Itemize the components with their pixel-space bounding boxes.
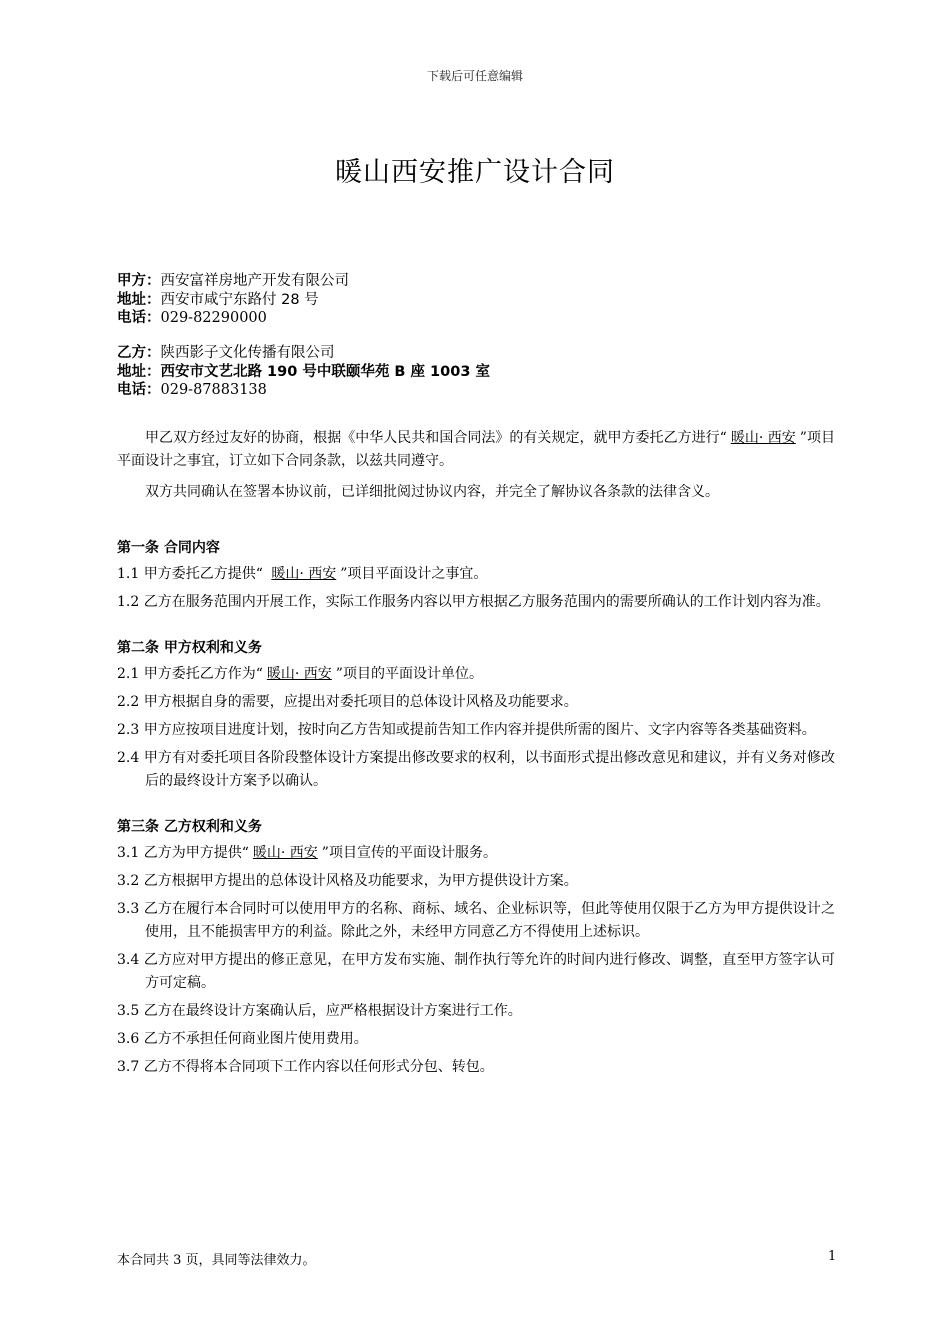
clause-text: 乙方不承担任何商业图片使用费用。 [143, 1031, 368, 1047]
clause-text: 乙方应对甲方提出的修正意见，在甲方发布实施、制作执行等允许的时间内进行修改、调整，直至甲方签字认可方可定稿。 [143, 952, 835, 991]
party-a-address-row [117, 291, 349, 310]
party-b-address: 西安市文艺北路 190 号中联颐华苑 B 座 1003 室 [160, 363, 490, 380]
party-b-block [117, 344, 490, 400]
clause-text-before: 甲方委托乙方提供“ [143, 566, 268, 582]
clause-item [117, 591, 835, 614]
clause-number: 3.4 [117, 952, 140, 968]
clause-item [117, 898, 835, 944]
party-b-name-row [117, 344, 490, 363]
clause-number: 3.1 [117, 845, 140, 861]
project-name: 暖山· 西安 [730, 430, 796, 446]
party-b-phone-row [117, 381, 490, 400]
clause-text-after: ”项目宣传的平面设计服务。 [321, 845, 497, 861]
page-number: 1 [828, 1249, 837, 1264]
clause-text-after: ”项目的平面设计单位。 [335, 666, 483, 682]
clause-number: 2.1 [117, 666, 140, 682]
clause-item [117, 563, 835, 586]
party-b-address-label: 地址： [117, 363, 161, 380]
clause-item [117, 842, 835, 865]
clause-number: 2.2 [117, 694, 140, 710]
party-a-name: 西安富祥房地产开发有限公司 [160, 273, 349, 289]
article-title: 第一条 合同内容 [117, 540, 220, 556]
intro-paragraph-1 [117, 427, 835, 473]
party-a-name-row [117, 272, 349, 291]
article-title: 第二条 甲方权利和义务 [117, 640, 262, 656]
articles-section [117, 536, 835, 1101]
party-a-name-label: 甲方： [117, 273, 161, 289]
clause-text: 甲方应按项目进度计划，按时向乙方告知或提前告知工作内容并提供所需的图片、文字内容等各类基础资料。 [143, 722, 816, 738]
article-2 [117, 636, 835, 793]
intro-text-after: ”项目平面设计之事宜，订立如下合同条款，以兹共同遵守。 [117, 430, 835, 469]
party-a-phone-label: 电话： [117, 310, 161, 326]
clause-item [117, 870, 835, 893]
clause-number: 2.3 [117, 722, 140, 738]
article-1 [117, 536, 835, 614]
clause-number: 3.6 [117, 1031, 140, 1047]
intro-paragraph-2: 双方共同确认在签署本协议前，已详细批阅过协议内容，并完全了解协议各条款的法律含义。 [145, 484, 719, 500]
intro-text-before: 甲乙双方经过友好的协商，根据《中华人民共和国合同法》的有关规定，就甲方委托乙方进行“ [145, 430, 727, 446]
party-b-phone: 029-87883138 [160, 382, 267, 398]
clause-item [117, 747, 835, 793]
clause-text-before: 乙方为甲方提供“ [143, 845, 249, 861]
intro-section [117, 427, 835, 504]
clause-text: 乙方在服务范围内开展工作，实际工作服务内容以甲方根据乙方服务范围内的需要所确认的工作计划内容为准。 [143, 594, 830, 610]
clause-item [117, 1056, 835, 1079]
clause-text: 乙方根据甲方提出的总体设计风格及功能要求，为甲方提供设计方案。 [143, 873, 578, 889]
party-a-block [117, 272, 349, 328]
party-a-address: 西安市咸宁东路付 28 号 [160, 291, 319, 308]
party-b-name-label: 乙方： [117, 345, 161, 361]
party-a-phone: 029-82290000 [160, 310, 267, 326]
clause-item [117, 1000, 835, 1023]
party-b-name: 陕西影子文化传播有限公司 [160, 345, 335, 361]
page-title: 暖山西安推广设计合同 [335, 157, 615, 188]
clause-text: 甲方有对委托项目各阶段整体设计方案提出修改要求的权利，以书面形式提出修改意见和建议，并有义务对修改后的最终设计方案予以确认。 [143, 750, 835, 789]
party-b-phone-label: 电话： [117, 382, 161, 398]
project-name: 暖山· 西安 [266, 666, 332, 682]
clause-text: 乙方在最终设计方案确认后，应严格根据设计方案进行工作。 [143, 1003, 522, 1019]
party-b-address-row [117, 363, 490, 382]
project-name: 暖山· 西安 [271, 566, 337, 582]
clause-number: 1.1 [117, 566, 140, 582]
footer-note: 本合同共 3 页，具同等法律效力。 [117, 1253, 316, 1268]
clause-number: 3.7 [117, 1059, 140, 1075]
article-3 [117, 815, 835, 1079]
clause-text: 甲方根据自身的需要，应提出对委托项目的总体设计风格及功能要求。 [143, 694, 578, 710]
party-a-phone-row [117, 309, 349, 328]
clause-text: 乙方不得将本合同项下工作内容以任何形式分包、转包。 [143, 1059, 494, 1075]
clause-item [117, 663, 835, 686]
clause-text: 乙方在履行本合同时可以使用甲方的名称、商标、域名、企业标识等，但此等使用仅限于乙方为甲方提供设计之使用，且不能损害甲方的利益。除此之外，未经甲方同意乙方不得使用上述标识。 [143, 901, 835, 940]
clause-number: 1.2 [117, 594, 140, 610]
article-title: 第三条 乙方权利和义务 [117, 819, 262, 835]
party-a-address-label: 地址： [117, 291, 161, 308]
header-note: 下载后可任意编辑 [426, 69, 523, 83]
clause-item [117, 1028, 835, 1051]
clause-item [117, 719, 835, 742]
clause-number: 3.2 [117, 873, 140, 889]
clause-text-after: ”项目平面设计之事宜。 [340, 566, 488, 582]
clause-text-before: 甲方委托乙方作为“ [143, 666, 263, 682]
clause-number: 2.4 [117, 750, 140, 766]
clause-item [117, 691, 835, 714]
clause-number: 3.3 [117, 901, 140, 917]
project-name: 暖山· 西安 [252, 845, 318, 861]
clause-item [117, 949, 835, 995]
clause-number: 3.5 [117, 1003, 140, 1019]
